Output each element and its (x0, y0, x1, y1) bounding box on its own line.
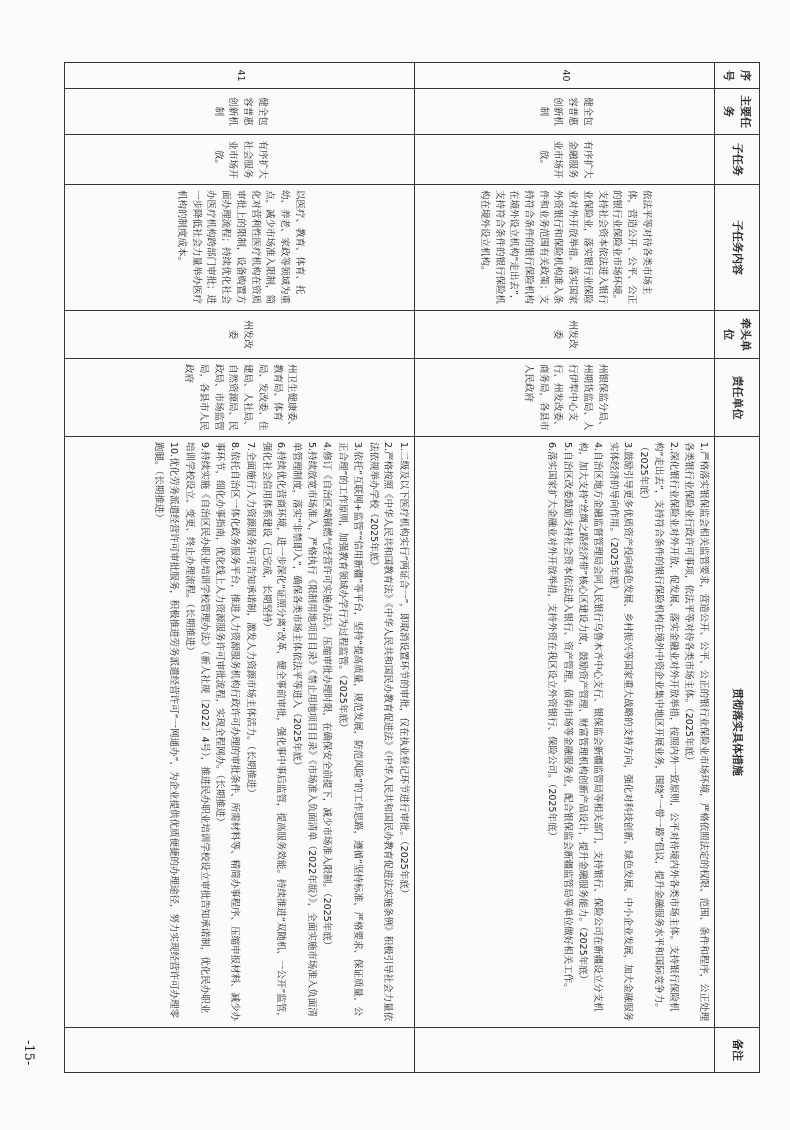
row-sub-content: 以医疗、教育、体育、托幼、养老、家政等领域为重点，减少市场准入限制，简化对营利性医疗机构在资质审批上的限制，设备购置方面办理流程；持续优化社会办医疗机构跨部门审批；进一步降低社会力量举办医疗机构的制度成本。 (65, 185, 415, 311)
row-sub-content: 依法平等对待各类市场主体，营造公开、公平、公正的银行业保险业市场环境。支持社会资本依法进入银行业保险业，落实银行业保险业对外开放举措。落实国家外资银行和保险机构准入条件和业务范围有关政策；支持符合条件的银行保险机构在境外设立机构“走出去”，支持符合条件的银行保险机构在境外设立机构。 (415, 185, 715, 311)
row-measures (415, 437, 715, 1028)
row-lead: 州发改委 (65, 311, 415, 359)
header-sub-content: 子任务内容 (715, 185, 760, 311)
header-row (715, 63, 760, 1073)
measure-item: 6.持续优化营商环境，进一步深化“证照分离”改革，健全事前审批，强化事中事后监管，提高服务效能。持续推进“双随机、一公开”监管，强化社会信用体系建设（已完成，长期坚持） (260, 442, 287, 1022)
measure-item: 7.全面施行人力资源服务许可告知承诺制，激发人力资源市场主体活力。（长期推进） (244, 442, 256, 798)
measure-item: 10.优化劳务派遣经营许可审批服务，积极推进劳务派遣经营许可“一网通办”，为企业提供优质便捷的办理途径，努力实现经营许可办理零跑腿。（长期推进） (153, 442, 180, 1018)
header-measures: 贯彻落实具体措施 (715, 437, 760, 1028)
header-remarks: 备注 (715, 1028, 760, 1073)
measure-item: 4.自治区地方金融监督管理局会同人民银行乌鲁木齐中心支行、银保监会新疆监管局等相关部门，支持银行、保险公司在新疆设立分支机构，加大支持“丝绸之路经济带”核心区建设力度，鼓励资产管理、财富管理机构创新产品设计，提升金融服务能力。（2025年底） (577, 442, 603, 1012)
row-sub-task: 有序扩大金融服务业市场开放。 (415, 135, 715, 185)
measure-item: 2.严格按照《中华人民共和国教育法》《中华人民共和国民办教育促进法》《中华人民共和国民办教育促进法实施条例》积极引导社会力量依法依规举办学校（2025年底） (367, 442, 394, 1022)
row-remarks (415, 1028, 715, 1073)
header-seq: 序号 (715, 63, 760, 89)
header-sub-task: 子任务 (715, 135, 760, 185)
row-sub-task: 有序扩大社会服务业市场开放。 (65, 135, 415, 185)
rotated-table-wrapper (70, 62, 760, 1072)
row-lead: 州发改委 (415, 311, 715, 359)
header-main-task: 主要任务 (715, 89, 760, 135)
table-row (415, 63, 715, 1073)
measure-item: 1.二级及以下医疗机构实行“两证合一”，即取消设置环节的审批，仅在执业登记环节进行审批。（2025年底） (398, 442, 409, 899)
task-table (64, 62, 760, 1073)
row-seq: 40 (415, 63, 715, 89)
measure-item: 2.深化银行业保险业对外开放，促发展、落实金融业对外开放举措，按照内外一致原则，公平对待境内外各类市场主体。支持银行保险机构“走出去”，支持符合条件的银行保险机构在境外中资企业集中地区开展业务，围绕“一带一路”倡议，提升金融服务水平和国际竞争力。（2025年底） (638, 442, 679, 1013)
page-number-box (22, 1040, 62, 1120)
measure-item: 3.鼓励引导更多优质资产投向绿色发展、乡村振兴等国家重大战略的支持方向，强化对科技创新、绿色发展、中小企业发展，加大金融服务实体经济的导向作用。（2025年底） (607, 442, 634, 1022)
row-resp: 州银保监分局、州期货监局、人行伊犁中心支行、州发改委、商务局，各县市人民政府 (415, 359, 715, 437)
page-number: -15- (21, 1040, 36, 1066)
measure-item: 6.落实国家扩大金融业对外开放举措，支持外资在我区设立外资银行、保险公司。（2025年底） (545, 442, 557, 841)
header-lead: 牵头单位 (715, 311, 760, 359)
table-row (65, 63, 415, 1073)
header-resp: 责任单位 (715, 359, 760, 437)
row-remarks (65, 1028, 415, 1073)
row-seq: 41 (65, 63, 415, 89)
row-main-task: 健全包容普惠创新机制 (415, 89, 715, 135)
measure-item: 5.自治区改委鼓励支持社会资本依法进入银行、资产管理、债券市场等金融服务业，配合银保监会新疆监管局等单位做好相关工作。 (561, 442, 573, 993)
measure-item: 5.持续放宽市场准入，严格执行《限制用地项目目录》《禁止用地项目目录》《市场准入负面清单（2022年版）》，全面实施市场准入负面清单管理制度，落实“非禁即入”，确保各类市场主体依法平等进入（2025年底） (290, 442, 317, 1017)
measure-item: 1.严格落实银保监会相关监管要求，营造公开、公平、公正的银行业保险业市场环境，严格依照法定的权限、范围、条件和程序，公正处理各类银行业保险业行政许可事项，依法平等对待各类市场主体。（2025年底） (683, 442, 709, 1022)
measure-item: 9.持续实施《自治区民办职业培训学校管理办法》（新人社规〔2022〕4号），推进民办职业培训学校设立审批告知承诺制，优化民办职业培训学校设立、变更、终止办理流程。（长期推进） (183, 442, 210, 1014)
row-main-task: 健全包容普惠创新机制 (65, 89, 415, 135)
measure-item: 4.修订《自治区城镇燃气经营许可实施办法》，压缩审批办理时限，在确保安全前提下，减少市场准入限制。（2025年底） (321, 442, 333, 951)
row-measures (65, 437, 415, 1028)
measure-item: 3.依托“互联网+监管”“信用新疆”等平台，坚持“提高质量，规范发展，防范风险”的工作思路，遵循“坚持标准、严格要求、保证质量、公正合理”的工作原则，加强教育领域办学行为过程监管。（2025年底） (337, 442, 363, 1016)
row-resp: 州卫生健康委、教育局、体育局、发改委、住建局、人社局、自然资源局、民政局、市场监管局，各县市人民政府 (65, 359, 415, 437)
measure-item: 8.依托自治区一体化政务服务平台，推进人力资源服务机构行政许可办理的审批条件、所需材料等、精简办事程序、压缩申报材料、减少办事环节，细化办事指南，优化线上人力资源服务许可审批流程，实现全程网办。（长期推进） (214, 442, 241, 1022)
